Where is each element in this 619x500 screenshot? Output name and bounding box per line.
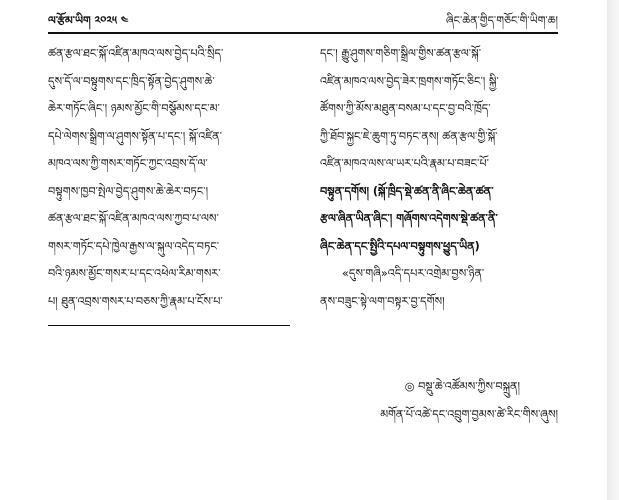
text-line: ཚན་རྩལ་ཐང་སྐོ་འཛིན་མཁའ་ལས་ཀྱབ་པ་ལས་ <box>48 212 219 225</box>
signature-block <box>326 373 558 429</box>
text-line: གསར་གཏོང་དཔེ་ཁྱེལ་རྒྱས་ལ་སྐུལ་འདེད་བཏང་ <box>48 239 220 253</box>
right-column <box>320 40 562 315</box>
header-document-title: ཞིང་ཆེན་གྱིད་གཅོང་གི་ཡིག་ཆ། <box>445 14 558 27</box>
text-line: དུས་དོ་ལ་བསྟུགས་དང་ཁྲིད་སྟོན་བྱེད་ཤུགས་ཆེ་ <box>48 74 215 88</box>
signature-author: ◎ བསྡུ་ཆེ་འཚོམས་ཀྱིས་བསྐྲུན། <box>404 380 520 393</box>
text-line: དང་། རྒྱུ་ཤུགས་གཅིག་སྒྲིལ་གྱིས་ཚན་རྩལ་སྐོ་ <box>320 47 482 60</box>
document-page <box>48 10 558 490</box>
text-line: ཚན་རྩལ་ཐང་སྐོ་འཛིན་མཁའ་ལས་བྱེད་པའི་སྲིད་ <box>48 47 224 60</box>
text-line: འཛིན་མཁའ་ལས་བྱེད་ཟེར་ཁྲགས་གཏོང་ཅིང་། སྐྱི་ <box>320 74 499 88</box>
column-bottom-rule <box>48 325 290 326</box>
text-line-emphasis: ཞིང་ཆེན་དང་སྤྱིའི་དཔལ་བསྟུགས་ཕྱུད་ཡིན) <box>320 239 480 253</box>
text-line-emphasis: རྩལ་ཞིན་ཡིན་ཞིང་། གཞོགས་འདེགས་སྡེ་ཚན་ནི་ <box>320 212 498 225</box>
header-publication: ལ་རྩོམ་ཡིག ༢༠༢༥ ༤ <box>48 14 129 27</box>
left-column <box>48 40 290 315</box>
text-line: མཁའ་ལས་ཀྱི་གསར་གཏོང་ཀྱང་འབྲས་དོ་ལ་ <box>48 157 208 170</box>
text-line: བསྟུགས་ཁྱབ་སྤེལ་བྱེད་ཤུགས་ཆེ་ཆེར་བཏང་། <box>48 184 209 198</box>
text-line: དཔེ་ལེགས་སྒྲིག་ལ་ཤུགས་སྟོན་པ་དང་། སྐོ་འཛིན་ <box>48 129 222 143</box>
text-line: འཛིན་མཁའ་ལས་ལ་ཡར་པའི་རྣམ་པ་བཟང་པོ་ <box>320 157 489 170</box>
text-line-paragraph-start: «དུས་གཞི»འདི་དཔར་འགྲེམ་བྱས་ཉིན་ <box>342 267 485 280</box>
text-line: ཆེར་གཏོང་ཞིང་། ཉམས་མྱོང་གི་བསྩོམས་དང་མ་ <box>48 102 220 115</box>
text-line: ཚོགས་ཀྱི་མོས་མཐུན་བསམ་པ་དང་བྱ་བའི་ཁྲོད་ <box>320 102 491 115</box>
text-line: བའི་ཉམས་མྱོང་གསར་པ་དང་འཕེལ་རིམ་གསར་ <box>48 267 221 280</box>
text-line: ནས་བཟུང་སྟེ་ལག་བསྟར་བྱ་དགོས། <box>320 294 445 308</box>
text-line: ཀྱི་ཐོབ་སྐྱང་ཇེ་ཆུག་ཏུ་བཏང་ནས། ཚན་རྩལ་གྱི་སྐོ་ <box>320 129 498 143</box>
signature-editors: མགོན་པོ་འཚེ་དང་འབྲུག་བྱམས་ཚེ་རིང་གིས་ཞུས། <box>380 408 558 421</box>
page-edge-shadow <box>607 0 619 500</box>
text-line: པ། ཐུན་འབྲས་གསར་པ་བཅས་ཀྱི་རྣམ་པ་ངོས་པ་ <box>48 294 223 308</box>
text-line-emphasis: བསྟུན་དགོས། (སྐོ་ཁྲིད་སྡེ་ཚན་ནི་ཞིང་ཆེན་ཚན་ <box>320 184 494 198</box>
page-header <box>48 10 558 34</box>
